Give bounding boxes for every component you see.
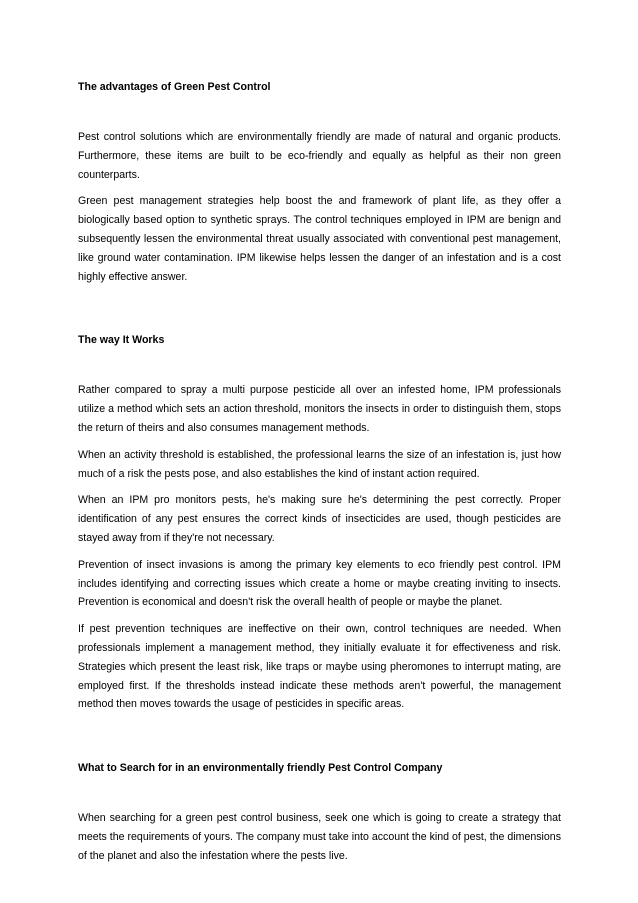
paragraph: When an IPM pro monitors pests, he's making sure he's determining the pest correctly. Proper identification of any pest ensures the correct kinds of insecticides are used, though pesticides are stayed away from if they're not necessary. bbox=[78, 494, 561, 544]
paragraph: Pest control solutions which are environmentally friendly are made of natural and organic products. Furthermore, these items are built to be eco-friendly and equally as helpful as their non green counterparts. bbox=[78, 131, 561, 181]
section-heading-advantages: The advantages of Green Pest Control bbox=[78, 81, 271, 93]
section-heading-what-to-search-for: What to Search for in an environmentally friendly Pest Control Company bbox=[78, 762, 443, 775]
paragraph: When searching for a green pest control business, seek one which is going to create a strategy that meets the requirements of yours. The company must take into account the kind of pest, the dimensions of the planet and also the infestation where the pests live. bbox=[78, 812, 561, 862]
paragraph: If pest prevention techniques are ineffective on their own, control techniques are needed. When professionals implement a management method, they initially evaluate it for effectiveness and risk. Strategies which present the least risk, like traps or maybe using pheromones to interrupt mating, are employed first. If the thresholds instead indicate these methods aren't powerful, the management method then moves towards the usage of pesticides in specific areas. bbox=[78, 623, 561, 711]
paragraph: When an activity threshold is established, the professional learns the size of an infestation is, just how much of a risk the pests pose, and also establishes the kind of instant action required. bbox=[78, 448, 561, 480]
section-heading-how-it-works: The way It Works bbox=[78, 334, 165, 347]
paragraph: Green pest management strategies help boost the and framework of plant life, as they offer a biologically based option to synthetic sprays. The control techniques employed in IPM are benign and subsequently lessen the environmental threat usually associated with conventional pest management, like ground water contamination. IPM likewise helps lessen the danger of an infestation and is a cost highly effective answer. bbox=[78, 195, 561, 283]
paragraph: Rather compared to spray a multi purpose pesticide all over an infested home, IPM professionals utilize a method which sets an action threshold, monitors the insects in order to distinguish them, stops the return of theirs and also consumes management methods. bbox=[78, 384, 561, 434]
paragraph: Prevention of insect invasions is among the primary key elements to eco friendly pest control. IPM includes identifying and correcting issues which create a home or maybe creating inviting to insects. Prevention is economical and doesn't risk the overall health of people or maybe the planet. bbox=[78, 558, 561, 609]
document-body bbox=[78, 78, 561, 866]
